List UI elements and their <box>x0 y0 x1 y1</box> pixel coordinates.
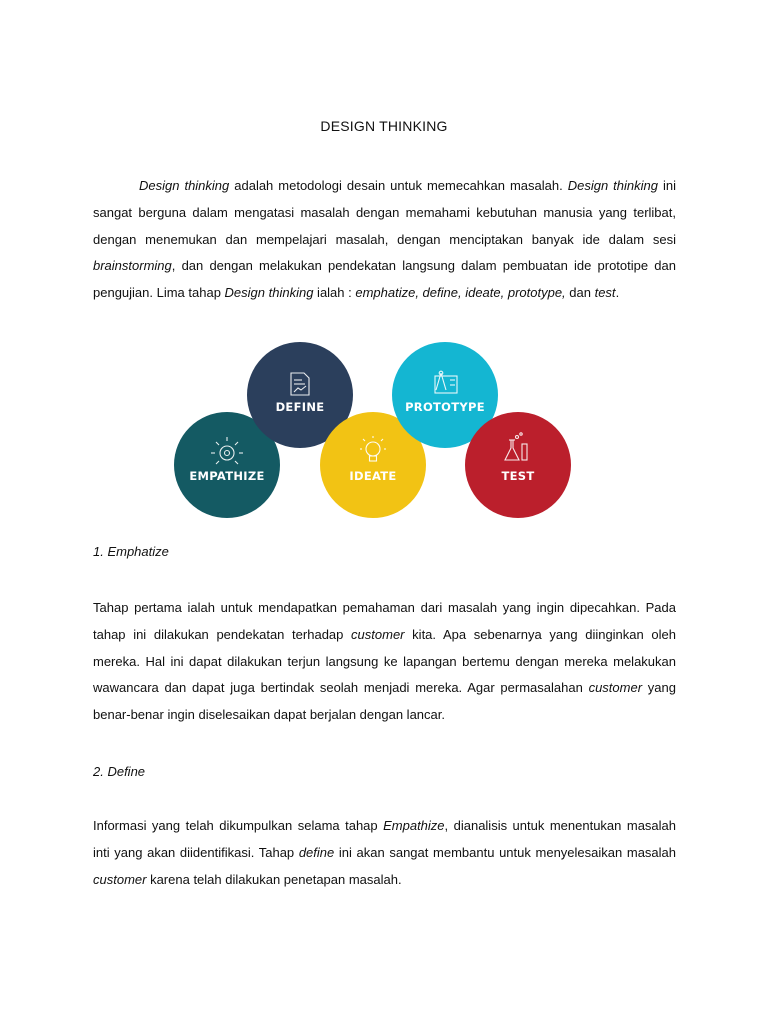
body-term: Empathize <box>383 818 445 833</box>
stage-label: EMPATHIZE <box>189 469 265 483</box>
stage-label: IDEATE <box>349 469 397 483</box>
intro-term: Design thinking <box>567 178 658 193</box>
stage-circle <box>465 412 571 518</box>
page-title: DESIGN THINKING <box>320 118 448 134</box>
body-text: kita. Apa sebenarnya yang diinginkan oleh mereka. Hal ini dapat dilakukan terjun langsung ke lapangan bertemu dengan mereka melakukan wawancara dan dapat juga bertindak seolah menjadi mereka. Agar permasalahan <box>93 626 676 696</box>
body-term: customer <box>351 626 405 642</box>
body-text: yang benar-benar ingin diselesaikan dapat berjalan dengan lancar. <box>93 680 676 723</box>
intro-text: . <box>615 285 620 301</box>
intro-text: adalah metodologi desain untuk memecahkan masalah. <box>229 178 568 193</box>
stage-label: DEFINE <box>275 400 325 414</box>
intro-term: brainstorming <box>93 258 172 274</box>
body-term: define <box>298 844 335 860</box>
define-paragraph <box>93 813 676 893</box>
design-thinking-diagram <box>170 340 580 520</box>
body-text: karena telah dilakukan penetapan masalah. <box>146 871 402 887</box>
emphatize-paragraph <box>93 595 676 729</box>
intro-text: dan <box>565 285 595 301</box>
intro-term: Design thinking <box>224 285 314 301</box>
body-text: Informasi yang telah dikumpulkan selama tahap <box>93 818 384 833</box>
body-term: customer <box>588 680 643 696</box>
intro-text: ialah : <box>313 285 356 301</box>
intro-text: ini sangat berguna dalam mengatasi masalah dengan memahami kebutuhan manusia yang terlibat, dengan menemukan dan mempelajari masalah, dengan menciptakan banyak ide dalam sesi <box>93 178 676 247</box>
intro-term: Design thinking <box>139 178 230 193</box>
intro-paragraph <box>93 173 676 307</box>
section-heading-define: 2. Define <box>93 764 146 779</box>
stage-label: PROTOTYPE <box>405 400 485 414</box>
intro-term: emphatize, define, ideate, prototype, <box>355 285 566 301</box>
section-heading-emphatize: 1. Emphatize <box>93 544 169 559</box>
body-term: customer <box>93 871 147 887</box>
stage-label: TEST <box>501 469 535 483</box>
body-text: ini akan sangat membantu untuk menyelesaikan masalah <box>334 844 677 860</box>
intro-term: test <box>594 285 616 301</box>
stage-test <box>465 412 571 518</box>
body-text: , dianalisis untuk menentukan masalah inti yang akan diidentifikasi. Tahap <box>93 818 676 860</box>
intro-text: , dan dengan melakukan pendekatan langsung dalam pembuatan ide prototipe dan pengujian. Lima tahap <box>93 258 676 301</box>
body-text: Tahap pertama ialah untuk mendapatkan pemahaman dari masalah yang ingin dipecahkan. Pada tahap ini dilakukan pendekatan terhadap <box>93 600 676 642</box>
